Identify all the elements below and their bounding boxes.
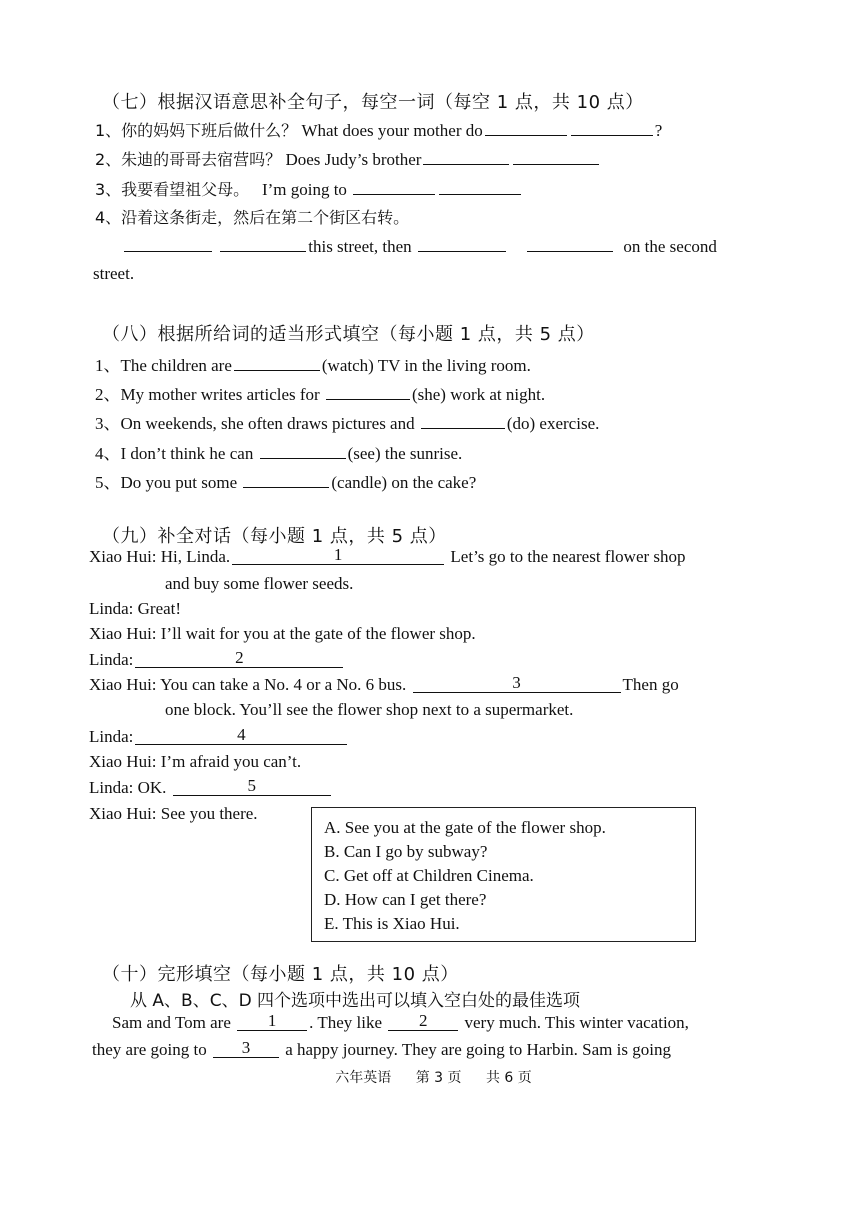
blank-number: 4 <box>237 725 246 744</box>
answer-blank[interactable] <box>527 234 613 252</box>
dialog-line-8 <box>89 778 333 798</box>
answer-blank-3[interactable] <box>413 675 621 693</box>
s7-q4-middle: this street, then <box>308 237 412 256</box>
cloze-line-2 <box>92 1040 671 1060</box>
answer-blank[interactable] <box>124 234 212 252</box>
dialog-line-6 <box>89 727 349 747</box>
s8-q2-text: 2、My mother writes articles for <box>95 385 320 404</box>
s7-q4-end: on the second <box>623 237 717 256</box>
s8-q3-hint: (do) exercise. <box>506 414 600 433</box>
dialog-line-2: Linda: Great! <box>89 599 182 618</box>
dialog-text: Let’s go to the nearest flower shop <box>450 547 686 566</box>
s7-q2-english: Does Judy’s brother <box>285 150 422 169</box>
s8-q1-text: 1、The children are <box>95 356 232 375</box>
answer-blank[interactable] <box>485 118 567 136</box>
dialog-line-5 <box>89 675 679 695</box>
blank-number: 3 <box>512 673 521 692</box>
cloze-blank-3[interactable] <box>213 1040 279 1058</box>
s7-question-1 <box>95 118 662 141</box>
answer-blank[interactable] <box>353 177 435 195</box>
answer-blank[interactable] <box>418 234 506 252</box>
answer-blank[interactable] <box>571 118 653 136</box>
s7-q1-english: What does your mother do <box>301 121 483 140</box>
blank-number: 1 <box>333 545 343 564</box>
blank-number: 1 <box>267 1011 277 1030</box>
section-7-title: （七）根据汉语意思补全句子，每空一词（每空 1 点，共 10 点） <box>102 92 644 113</box>
cloze-line-1 <box>112 1013 689 1033</box>
section-10-title: （十）完形填空（每小题 1 点，共 10 点） <box>102 964 459 985</box>
cloze-text: a happy journey. They are going to Harbin. Sam is going <box>285 1040 671 1059</box>
cloze-text: very much. This winter vacation, <box>464 1013 689 1032</box>
cloze-text: . They like <box>309 1013 383 1032</box>
s7-question-4-line <box>122 234 717 257</box>
answer-blank[interactable] <box>234 353 320 371</box>
answer-blank[interactable] <box>260 441 346 459</box>
s7-q1-chinese: 1、你的妈妈下班后做什么？ <box>95 121 298 140</box>
dialog-line-3: Xiao Hui: I’ll wait for you at the gate of the flower shop. <box>89 624 476 643</box>
s8-q3-text: 3、On weekends, she often draws pictures and <box>95 414 415 433</box>
dialog-text: Xiao Hui: Hi, Linda. <box>89 547 231 566</box>
s8-q5-hint: (candle) on the cake? <box>331 473 477 492</box>
cloze-text: Sam and Tom are <box>112 1013 231 1032</box>
dialog-text: Xiao Hui: You can take a No. 4 or a No. 6 bus. <box>89 675 407 694</box>
dialog-line-4 <box>89 650 345 670</box>
answer-blank-5[interactable] <box>173 778 331 796</box>
answer-blank[interactable] <box>423 147 509 165</box>
footer-page: 第 3 页 <box>415 1070 462 1086</box>
option-a: A. See you at the gate of the flower shop. <box>324 818 606 837</box>
cloze-blank-1[interactable] <box>237 1013 307 1031</box>
dialog-line-5-cont: one block. You’ll see the flower shop next to a supermarket. <box>165 700 574 719</box>
answer-blank[interactable] <box>220 234 306 252</box>
s7-q4-chinese: 4、沿着这条街走，然后在第二个街区右转。 <box>95 208 410 227</box>
options-box <box>311 807 696 942</box>
answer-blank[interactable] <box>421 411 505 429</box>
dialog-line-1 <box>89 547 686 567</box>
s8-q4-text: 4、I don’t think he can <box>95 444 254 463</box>
s8-question-5 <box>95 468 476 493</box>
answer-blank[interactable] <box>439 177 521 195</box>
dialog-line-9: Xiao Hui: See you there. <box>89 804 258 823</box>
s8-question-3 <box>95 409 599 434</box>
answer-blank-2[interactable] <box>135 650 343 668</box>
section-9-title: （九）补全对话（每小题 1 点，共 5 点） <box>102 526 447 547</box>
section-10-instruction: 从 A、B、C、D 四个选项中选出可以填入空白处的最佳选项 <box>130 991 581 1011</box>
dialog-line-7: Xiao Hui: I’m afraid you can’t. <box>89 752 302 771</box>
blank-number: 5 <box>247 776 256 795</box>
dialog-text: Linda: OK. <box>89 778 167 797</box>
s7-question-4 <box>95 205 409 228</box>
s7-q3-chinese: 3、我要看望祖父母。 <box>95 180 250 199</box>
s7-q3-english: I’m going to <box>261 180 347 199</box>
answer-blank[interactable] <box>326 382 410 400</box>
s7-q1-end: ? <box>654 121 663 140</box>
answer-blank-1[interactable] <box>232 547 444 565</box>
answer-blank[interactable] <box>513 147 599 165</box>
answer-blank[interactable] <box>243 470 329 488</box>
option-b: B. Can I go by subway? <box>324 842 488 861</box>
blank-number: 2 <box>235 648 244 667</box>
s8-q2-hint: (she) work at night. <box>411 385 546 404</box>
dialog-text: Linda: <box>89 650 134 669</box>
page-footer <box>0 1067 867 1087</box>
blank-number: 3 <box>241 1038 251 1057</box>
s8-question-1 <box>95 351 531 376</box>
s7-q2-chinese: 2、朱迪的哥哥去宿营吗？ <box>95 150 282 169</box>
s7-q4-continuation: street. <box>93 264 135 283</box>
footer-total: 共 6 页 <box>485 1070 532 1086</box>
cloze-blank-2[interactable] <box>388 1013 458 1031</box>
dialog-line-1-cont: and buy some flower seeds. <box>165 574 354 593</box>
blank-number: 2 <box>419 1011 428 1030</box>
cloze-text: they are going to <box>92 1040 207 1059</box>
option-c: C. Get off at Children Cinema. <box>324 866 534 885</box>
answer-blank-4[interactable] <box>135 727 347 745</box>
s8-question-2 <box>95 380 545 405</box>
option-e: E. This is Xiao Hui. <box>324 914 460 933</box>
s8-question-4 <box>95 439 462 464</box>
s8-q5-text: 5、Do you put some <box>95 473 238 492</box>
dialog-text: Linda: <box>89 727 134 746</box>
s8-q1-hint: (watch) TV in the living room. <box>321 356 531 375</box>
s7-question-2 <box>95 147 601 170</box>
section-8-title: （八）根据所给词的适当形式填空（每小题 1 点，共 5 点） <box>102 324 595 345</box>
s8-q4-hint: (see) the sunrise. <box>347 444 463 463</box>
option-d: D. How can I get there? <box>324 890 487 909</box>
s7-question-3 <box>95 177 523 200</box>
footer-subject: 六年英语 <box>335 1070 392 1086</box>
dialog-text: Then go <box>622 675 679 694</box>
